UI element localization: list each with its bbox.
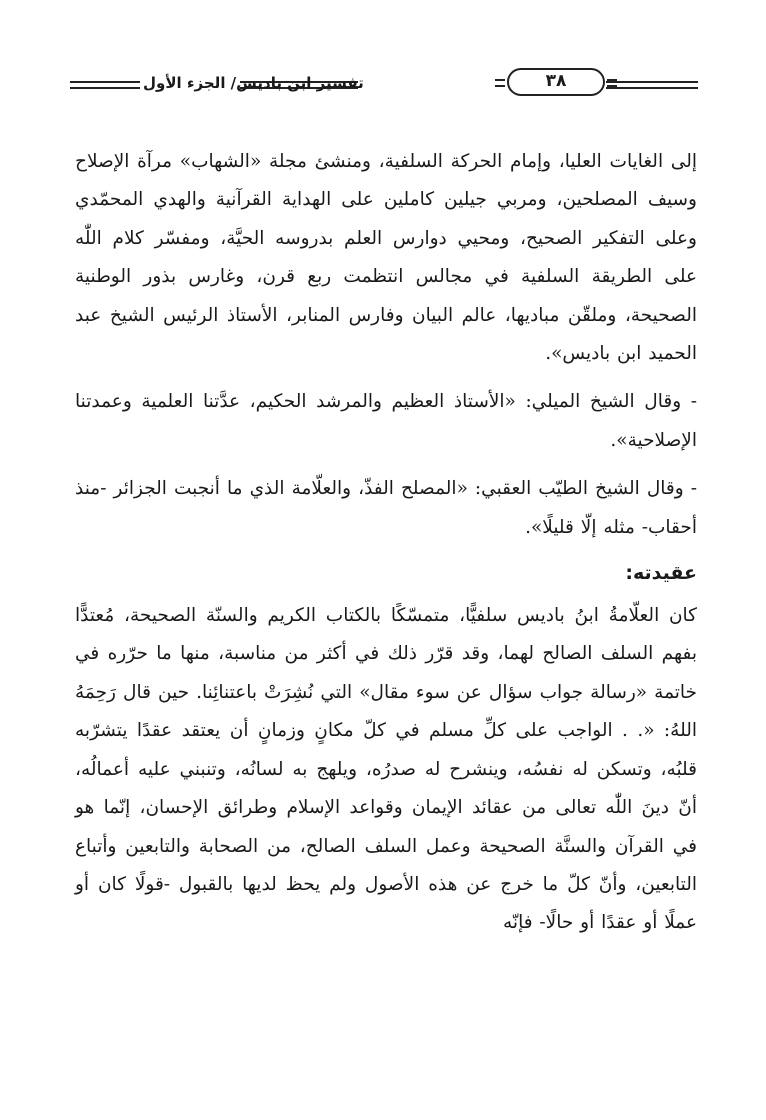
paragraph-3: - وقال الشيخ الطيّب العقبي: «المصلح الفذّ، والعلّامة الذي ما أنجبت الجزائر -منذ أحقاب- مثله إلّا قليلًا». — [75, 478, 697, 538]
header-rule-right — [606, 81, 698, 89]
header-rule-left — [70, 81, 140, 89]
section-heading: عقيدته: — [625, 562, 697, 585]
paragraph-4: كان العلّامةُ ابنُ باديس سلفيًّا، متمسّكًا بالكتاب الكريم والسنّة الصحيحة، مُعتدًّا بفهم السلف الصالح لهما، وقد قرّر ذلك في أكثر من مناسبة، منها ما حرّره في خاتمة «رسالة جواب سؤال عن سوء مقال» التي نُشِرَتْ باعتنائِنا. حين قال رَحِمَهُ اللهُ: «. . الواجب على كلِّ مسلم في كلّ مكانٍ وزمانٍ أن يعتقد عقدًا يتشرّبه قلبُه، وتسكن له نفسُه، وينشرح له صدرُه، ويلهج به لسانُه، وتنبني عليه أعمالُه، أنّ دينَ اللّٰه تعالى من عقائد الإيمان وقواعد الإسلام وطرائق الإحسان، إنّما هو في القرآن والسنَّة الصحيحة وعمل السلف الصالح، من الصحابة والتابعين وأتباع التابعين، وأنّ كلّ ما خرج عن هذه الأصول ولم يحظ لديها بالقبول -قولًا كان أو عملًا أو عقدًا أو حالًا- فإنّه — [75, 605, 697, 934]
page-body — [75, 143, 697, 943]
paragraph-2: - وقال الشيخ الميلي: «الأستاذ العظيم والمرشد الحكيم، عدَّتنا العلمية وعمدتنا الإصلاحية». — [75, 391, 697, 451]
page-header — [70, 62, 698, 108]
page-number: ٣٨ — [507, 68, 605, 96]
running-title: تفسير ابن باديس/ الجزء الأول — [143, 74, 364, 92]
paragraph-1: إلى الغايات العليا، وإمام الحركة السلفية، ومنشئ مجلة «الشهاب» مرآة الإصلاح وسيف المصلحين، ومربي جيلين كاملين على الهداية القرآنية والهدي المحمّدي وعلى التفكير الصحيح، ومحيي دوارس العلم بدروسه الحيَّة، ومفسّر كلام اللّٰه على الطريقة السلفية في مجالس انتظمت ربع قرن، وغارس بذور الوطنية الصحيحة، وملقّن مباديها، عالم البيان وفارس المنابر، الأستاذ الرئيس الشيخ عبد الحميد ابن باديس». — [75, 151, 697, 365]
